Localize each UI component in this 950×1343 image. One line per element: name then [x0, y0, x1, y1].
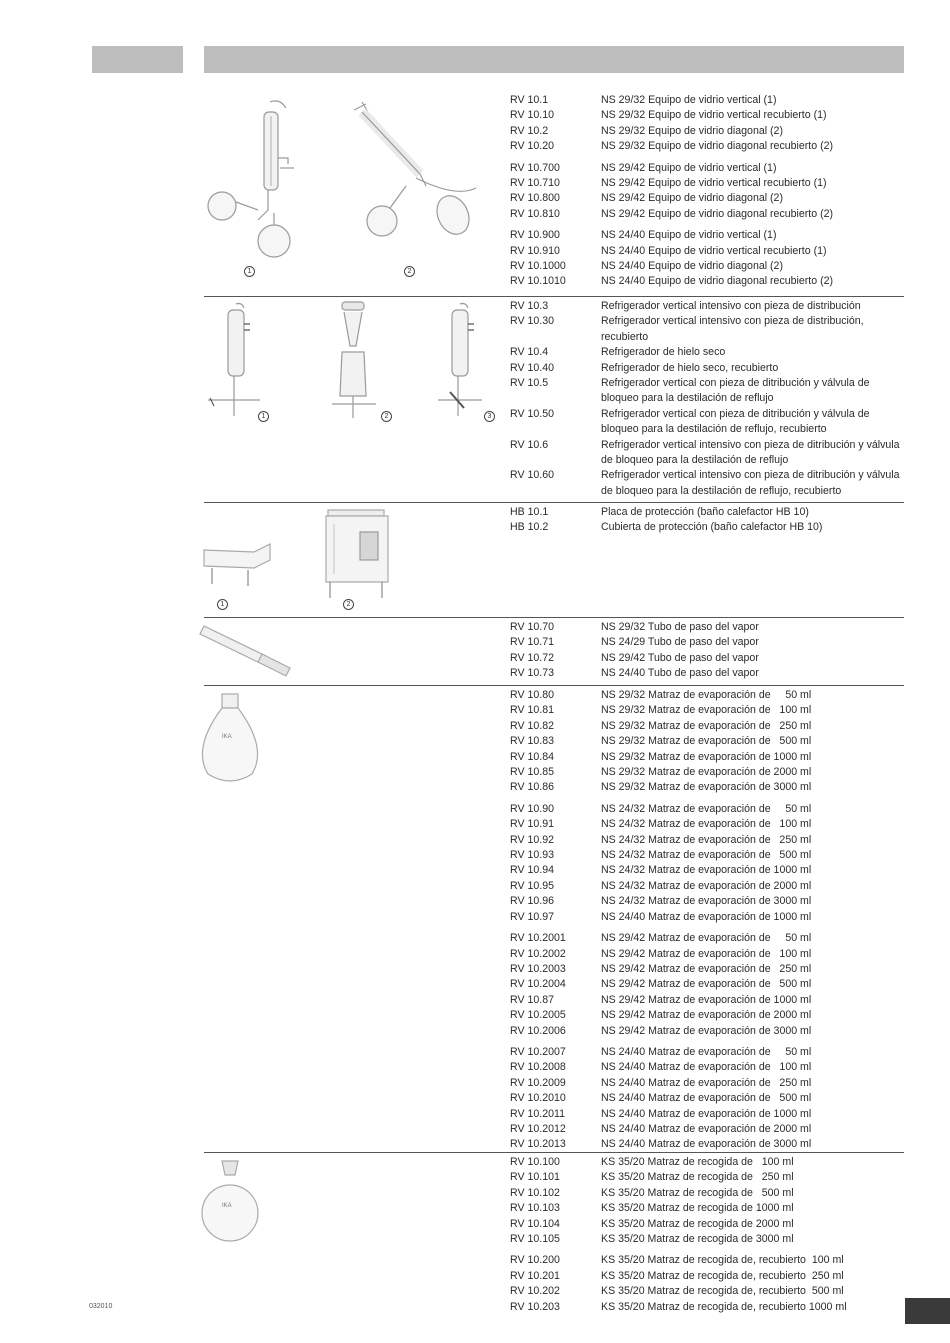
product-description: Refrigerador de hielo seco, recubierto [601, 361, 779, 374]
product-description: NS 29/32 Matraz de evaporación de 3000 ml [601, 781, 812, 794]
product-row [510, 345, 905, 360]
product-row [510, 635, 905, 650]
product-row [510, 299, 905, 314]
product-row [510, 863, 905, 878]
product-description: NS 24/40 Tubo de paso del vapor [601, 667, 759, 680]
product-description: NS 24/32 Matraz de evaporación de 3000 ml [601, 895, 812, 908]
product-code: RV 10.200 [510, 1254, 560, 1267]
product-row [510, 1122, 905, 1137]
intensive-condenser-image [200, 300, 260, 425]
product-description: NS 29/42 Matraz de evaporación de 250 ml [601, 962, 812, 975]
product-description: NS 29/42 Equipo de vidrio vertical recubierto (1) [601, 177, 827, 190]
product-description: Refrigerador vertical intensivo con pieza de ditribución y válvula de bloqueo para la destilación de reflujo, recubierto [601, 469, 900, 497]
product-description: NS 29/32 Matraz de evaporación de 100 ml [601, 704, 812, 717]
product-code: RV 10.82 [510, 719, 554, 732]
product-description: NS 29/32 Equipo de vidrio diagonal (2) [601, 124, 783, 137]
product-code: RV 10.2005 [510, 1009, 566, 1022]
product-code: RV 10.202 [510, 1285, 560, 1298]
product-row [510, 361, 905, 376]
product-code: RV 10.96 [510, 895, 554, 908]
product-description: NS 29/42 Matraz de evaporación de 500 ml [601, 978, 812, 991]
product-code: RV 10.80 [510, 689, 554, 701]
product-description: NS 24/32 Matraz de evaporación de 50 ml [601, 802, 812, 815]
product-code: RV 10.95 [510, 879, 554, 892]
product-code: RV 10.5 [510, 377, 549, 390]
product-description: KS 35/20 Matraz de recogida de 500 ml [601, 1186, 794, 1199]
product-row [510, 703, 905, 718]
product-description: NS 24/40 Equipo de vidrio diagonal (2) [601, 260, 783, 273]
product-description: KS 35/20 Matraz de recogida de 2000 ml [601, 1217, 794, 1230]
product-row [510, 1186, 905, 1201]
product-row [510, 124, 905, 139]
product-description: NS 29/42 Equipo de vidrio diagonal recubierto (2) [601, 207, 834, 220]
product-row [510, 765, 905, 780]
product-row [510, 977, 905, 992]
product-code: RV 10.910 [510, 244, 560, 257]
product-code: RV 10.86 [510, 781, 554, 794]
product-code: RV 10.97 [510, 910, 554, 923]
product-description: NS 24/40 Matraz de evaporación de 1000 ml [601, 1107, 812, 1120]
product-row [510, 244, 905, 259]
product-description: NS 24/40 Matraz de evaporación de 250 ml [601, 1076, 812, 1089]
product-row [510, 505, 905, 520]
product-code: RV 10.3 [510, 300, 549, 312]
product-description: NS 29/42 Matraz de evaporación de 3000 ml [601, 1024, 812, 1037]
product-row [510, 228, 905, 243]
product-code: RV 10.100 [510, 1156, 560, 1168]
product-row [510, 734, 905, 749]
callout-badge: 2 [343, 599, 354, 610]
product-description: NS 29/32 Equipo de vidrio vertical (1) [601, 94, 777, 106]
product-description: NS 29/32 Matraz de evaporación de 1000 ml [601, 750, 812, 763]
product-description: NS 24/40 Matraz de evaporación de 1000 ml [601, 910, 812, 923]
product-description: Refrigerador de hielo seco [601, 346, 726, 359]
section-divider [204, 617, 904, 618]
product-description: NS 29/32 Matraz de evaporación de 2000 ml [601, 766, 812, 779]
callout-badge: 1 [258, 411, 269, 422]
product-code: RV 10.103 [510, 1202, 560, 1215]
product-description: NS 29/42 Matraz de evaporación de 1000 ml [601, 993, 812, 1006]
product-description: Refrigerador vertical con pieza de ditribución y válvula de bloqueo para la destilación de reflujo [601, 377, 870, 405]
product-code: RV 10.700 [510, 161, 560, 174]
evaporation-flask-image [200, 690, 260, 785]
product-row [510, 962, 905, 977]
product-row [510, 1170, 905, 1185]
product-code: RV 10.2004 [510, 978, 566, 991]
product-code: RV 10.72 [510, 651, 554, 664]
vapor-tube-image [200, 620, 300, 680]
product-code: RV 10.2007 [510, 1045, 566, 1058]
product-code: RV 10.105 [510, 1233, 560, 1246]
product-description: KS 35/20 Matraz de recogida de 1000 ml [601, 1202, 794, 1215]
product-row [510, 207, 905, 222]
vertical-glass-set-image [200, 98, 310, 268]
product-row [510, 139, 905, 154]
product-description: NS 24/40 Matraz de evaporación de 3000 ml [601, 1138, 812, 1151]
product-code: RV 10.101 [510, 1171, 560, 1184]
product-row [510, 1269, 905, 1284]
product-description: KS 35/20 Matraz de recogida de, recubierto 250 ml [601, 1269, 844, 1282]
product-description: NS 24/32 Matraz de evaporación de 500 ml [601, 849, 812, 862]
product-code: RV 10.2002 [510, 947, 566, 960]
callout-badge: 1 [244, 266, 255, 277]
product-code: RV 10.2011 [510, 1107, 565, 1120]
product-description: NS 29/32 Equipo de vidrio vertical recubierto (1) [601, 109, 827, 122]
section-divider [204, 685, 904, 686]
product-code: HB 10.2 [510, 521, 549, 534]
product-code: RV 10.73 [510, 667, 554, 680]
product-row [510, 651, 905, 666]
product-description: NS 24/32 Matraz de evaporación de 100 ml [601, 818, 812, 831]
protection-plate-image [202, 540, 274, 590]
product-description: NS 24/40 Matraz de evaporación de 500 ml [601, 1092, 812, 1105]
product-row [510, 274, 905, 289]
product-row [510, 1008, 905, 1023]
product-description: Placa de protección (baño calefactor HB 10) [601, 506, 809, 518]
product-row [510, 1284, 905, 1299]
product-code: RV 10.1010 [510, 275, 566, 288]
product-code: RV 10.6 [510, 438, 549, 451]
receiving-flask-image [200, 1157, 260, 1252]
product-code: RV 10.50 [510, 407, 554, 420]
product-code: RV 10.40 [510, 361, 554, 374]
product-row [510, 666, 905, 681]
product-description: NS 24/40 Matraz de evaporación de 50 ml [601, 1045, 812, 1058]
product-row [510, 1060, 905, 1075]
product-description: NS 29/32 Matraz de evaporación de 500 ml [601, 735, 812, 748]
product-description: Refrigerador vertical intensivo con pieza de distribución, recubierto [601, 315, 864, 343]
product-code: RV 10.84 [510, 750, 554, 763]
product-code: RV 10.2001 [510, 932, 566, 945]
callout-badge: 2 [404, 266, 415, 277]
product-description: KS 35/20 Matraz de recogida de 100 ml [601, 1156, 794, 1168]
product-row [510, 259, 905, 274]
product-code: RV 10.30 [510, 315, 554, 328]
product-row [510, 848, 905, 863]
product-row [510, 1201, 905, 1216]
product-code: RV 10.2010 [510, 1092, 566, 1105]
product-code: RV 10.710 [510, 177, 560, 190]
vapor-tube-list [510, 620, 905, 682]
product-code: RV 10.201 [510, 1269, 560, 1282]
product-row [510, 314, 905, 345]
section-divider [204, 296, 904, 297]
product-code: RV 10.87 [510, 993, 554, 1006]
page-corner-tab [905, 1298, 950, 1324]
product-code: RV 10.81 [510, 704, 554, 717]
product-row [510, 468, 905, 499]
header-bar-left [92, 46, 183, 73]
product-description: NS 24/40 Matraz de evaporación de 2000 ml [601, 1122, 812, 1135]
product-description: KS 35/20 Matraz de recogida de 250 ml [601, 1171, 794, 1184]
dry-ice-condenser-image [322, 300, 382, 425]
product-row [510, 1217, 905, 1232]
product-description: NS 29/42 Matraz de evaporación de 50 ml [601, 932, 812, 945]
product-description: NS 29/32 Matraz de evaporación de 50 ml [601, 689, 812, 701]
product-description: NS 24/40 Equipo de vidrio vertical recubierto (1) [601, 244, 827, 257]
product-row [510, 931, 905, 946]
product-description: NS 29/32 Matraz de evaporación de 250 ml [601, 719, 812, 732]
product-code: RV 10.83 [510, 735, 554, 748]
product-description: KS 35/20 Matraz de recogida de 3000 ml [601, 1233, 794, 1246]
product-row [510, 993, 905, 1008]
diagonal-glass-set-image [340, 98, 480, 258]
product-code: RV 10.2 [510, 124, 549, 137]
product-description: NS 29/42 Matraz de evaporación de 2000 ml [601, 1009, 812, 1022]
callout-badge: 3 [484, 411, 495, 422]
product-code: RV 10.102 [510, 1186, 560, 1199]
evaporation-flask-list [510, 688, 905, 1153]
product-row [510, 817, 905, 832]
product-code: RV 10.92 [510, 833, 554, 846]
condenser-list [510, 299, 905, 499]
product-code: RV 10.60 [510, 469, 554, 482]
product-row [510, 947, 905, 962]
product-row [510, 438, 905, 469]
product-description: NS 24/40 Matraz de evaporación de 100 ml [601, 1061, 812, 1074]
product-code: RV 10.85 [510, 766, 554, 779]
product-description: NS 24/32 Matraz de evaporación de 1000 ml [601, 864, 812, 877]
product-code: RV 10.2006 [510, 1024, 566, 1037]
product-row [510, 894, 905, 909]
product-code: RV 10.4 [510, 346, 549, 359]
callout-badge: 1 [217, 599, 228, 610]
product-code: RV 10.91 [510, 818, 554, 831]
product-row [510, 1107, 905, 1122]
product-row [510, 108, 905, 123]
product-row [510, 1091, 905, 1106]
glass-set-list [510, 93, 905, 290]
product-description: KS 35/20 Matraz de recogida de, recubierto 1000 ml [601, 1300, 847, 1313]
footer-code: 032010 [89, 1303, 113, 1310]
product-description: NS 29/42 Equipo de vidrio vertical (1) [601, 161, 777, 174]
product-code: RV 10.203 [510, 1300, 560, 1313]
protection-hood-image [320, 508, 396, 602]
product-code: RV 10.900 [510, 229, 560, 242]
product-description: Cubierta de protección (baño calefactor HB 10) [601, 521, 823, 534]
product-row [510, 191, 905, 206]
section-divider [204, 502, 904, 503]
product-row [510, 93, 905, 108]
header-bar [204, 46, 904, 73]
product-row [510, 520, 905, 535]
product-description: KS 35/20 Matraz de recogida de, recubierto 100 ml [601, 1254, 844, 1267]
product-row [510, 833, 905, 848]
product-code: RV 10.2008 [510, 1061, 566, 1074]
product-code: RV 10.104 [510, 1217, 560, 1230]
product-description: Refrigerador vertical con pieza de ditribución y válvula de bloqueo para la destilación de reflujo, recubierto [601, 407, 870, 436]
product-row [510, 620, 905, 635]
product-description: NS 29/32 Tubo de paso del vapor [601, 621, 759, 633]
product-description: KS 35/20 Matraz de recogida de, recubierto 500 ml [601, 1285, 844, 1298]
product-code: HB 10.1 [510, 506, 549, 518]
product-code: RV 10.10 [510, 109, 554, 122]
product-description: NS 24/32 Matraz de evaporación de 2000 ml [601, 879, 812, 892]
product-row [510, 719, 905, 734]
product-row [510, 780, 905, 795]
product-code: RV 10.2013 [510, 1138, 566, 1151]
svg-text:IKA: IKA [222, 734, 232, 740]
product-code: RV 10.810 [510, 207, 560, 220]
product-code: RV 10.1000 [510, 260, 566, 273]
product-row [510, 1076, 905, 1091]
svg-text:IKA: IKA [222, 1203, 232, 1209]
product-row [510, 1024, 905, 1039]
product-code: RV 10.20 [510, 140, 554, 153]
product-code: RV 10.94 [510, 864, 554, 877]
product-row [510, 1137, 905, 1152]
product-description: NS 29/42 Tubo de paso del vapor [601, 651, 759, 664]
product-row [510, 879, 905, 894]
product-row [510, 1253, 905, 1268]
product-code: RV 10.70 [510, 621, 554, 633]
product-description: NS 24/32 Matraz de evaporación de 250 ml [601, 833, 812, 846]
product-row [510, 688, 905, 703]
product-row [510, 376, 905, 407]
product-description: NS 24/40 Equipo de vidrio vertical (1) [601, 229, 777, 242]
product-row [510, 1300, 905, 1315]
product-description: NS 29/42 Matraz de evaporación de 100 ml [601, 947, 812, 960]
product-row [510, 802, 905, 817]
product-description: NS 24/29 Tubo de paso del vapor [601, 636, 759, 649]
product-row [510, 176, 905, 191]
product-code: RV 10.2012 [510, 1122, 566, 1135]
product-description: Refrigerador vertical intensivo con pieza de distribución [601, 300, 861, 312]
product-code: RV 10.93 [510, 849, 554, 862]
product-code: RV 10.2009 [510, 1076, 566, 1089]
product-code: RV 10.71 [510, 636, 554, 649]
receiving-flask-list [510, 1155, 905, 1315]
product-code: RV 10.2003 [510, 962, 566, 975]
product-code: RV 10.800 [510, 192, 560, 205]
product-row [510, 1045, 905, 1060]
product-code: RV 10.90 [510, 802, 554, 815]
product-row [510, 910, 905, 925]
product-code: RV 10.1 [510, 94, 549, 106]
product-row [510, 161, 905, 176]
product-row [510, 750, 905, 765]
reflux-condenser-image [430, 300, 490, 425]
product-description: NS 24/40 Equipo de vidrio diagonal recubierto (2) [601, 275, 834, 288]
product-row [510, 1155, 905, 1170]
protection-list [510, 505, 905, 536]
product-row [510, 1232, 905, 1247]
product-description: NS 29/42 Equipo de vidrio diagonal (2) [601, 192, 783, 205]
product-description: Refrigerador vertical intensivo con pieza de ditribución y válvula de bloqueo para la destilación de reflujo [601, 438, 900, 467]
product-description: NS 29/32 Equipo de vidrio diagonal recubierto (2) [601, 140, 834, 153]
callout-badge: 2 [381, 411, 392, 422]
product-row [510, 407, 905, 438]
